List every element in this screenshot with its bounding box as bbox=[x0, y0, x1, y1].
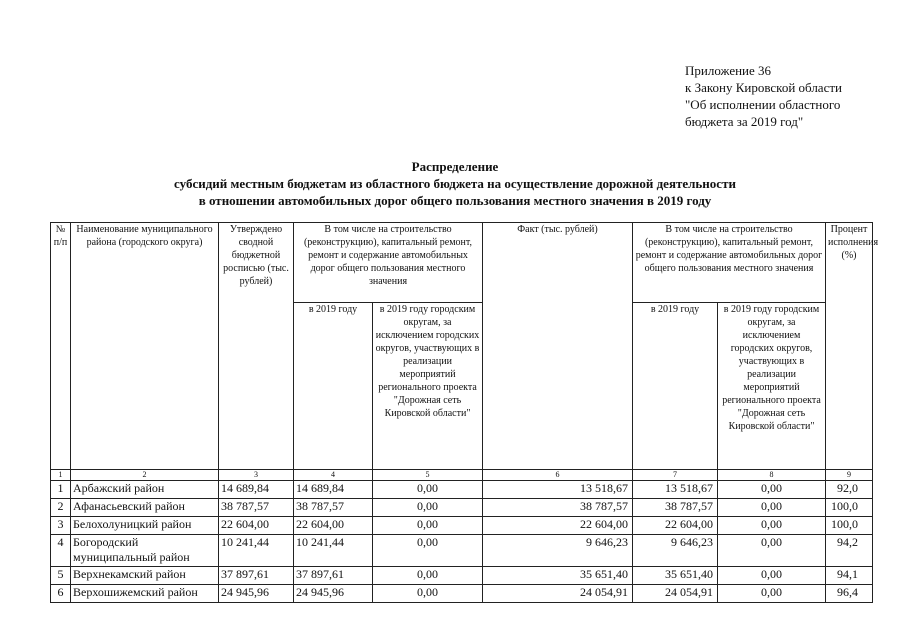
col-number: 3 bbox=[219, 470, 294, 481]
cell-fact-year: 9 646,23 bbox=[633, 535, 718, 567]
cell-approved: 14 689,84 bbox=[219, 481, 294, 499]
table-row bbox=[51, 585, 873, 603]
cell-fact: 38 787,57 bbox=[483, 499, 633, 517]
cell-fact-year: 35 651,40 bbox=[633, 567, 718, 585]
header-fact: Факт (тыс. рублей) bbox=[483, 223, 633, 470]
cell-year: 24 945,96 bbox=[294, 585, 373, 603]
cell-name: Верхошижемский район bbox=[71, 585, 219, 603]
header-num: № п/п bbox=[51, 223, 71, 470]
cell-num: 2 bbox=[51, 499, 71, 517]
col-number: 7 bbox=[633, 470, 718, 481]
subheader-year: в 2019 году bbox=[294, 303, 373, 470]
header-approved: Утверждено сводной бюджетной росписью (тыс. рублей) bbox=[219, 223, 294, 470]
cell-fact-excl: 0,00 bbox=[718, 585, 826, 603]
cell-fact: 13 518,67 bbox=[483, 481, 633, 499]
appendix-line-3: "Об исполнении областного bbox=[685, 97, 841, 112]
cell-fact-year: 38 787,57 bbox=[633, 499, 718, 517]
subheader-year-fact: в 2019 году bbox=[633, 303, 718, 470]
cell-fact-year: 22 604,00 bbox=[633, 517, 718, 535]
cell-excl: 0,00 bbox=[373, 585, 483, 603]
cell-year: 22 604,00 bbox=[294, 517, 373, 535]
title-line-3: в отношении автомобильных дорог общего пользования местного значения в 2019 году bbox=[198, 193, 712, 208]
col-number: 9 bbox=[826, 470, 873, 481]
cell-fact-excl: 0,00 bbox=[718, 517, 826, 535]
cell-year: 38 787,57 bbox=[294, 499, 373, 517]
cell-excl: 0,00 bbox=[373, 535, 483, 567]
cell-fact: 22 604,00 bbox=[483, 517, 633, 535]
cell-percent: 94,2 bbox=[826, 535, 873, 567]
header-group-approved: В том числе на строительство (реконструкцию), капитальный ремонт, ремонт и содержание автомобильных дорог общего пользования местного значения bbox=[294, 223, 483, 303]
cell-name: Верхнекамский район bbox=[71, 567, 219, 585]
cell-name: Арбажский район bbox=[71, 481, 219, 499]
column-number-row bbox=[51, 470, 873, 481]
cell-fact: 24 054,91 bbox=[483, 585, 633, 603]
cell-excl: 0,00 bbox=[373, 481, 483, 499]
header-percent: Процент исполнения (%) bbox=[826, 223, 873, 470]
appendix-line-4: бюджета за 2019 год" bbox=[685, 114, 804, 129]
cell-fact-excl: 0,00 bbox=[718, 481, 826, 499]
col-number: 2 bbox=[71, 470, 219, 481]
cell-approved: 38 787,57 bbox=[219, 499, 294, 517]
cell-percent: 100,0 bbox=[826, 517, 873, 535]
cell-excl: 0,00 bbox=[373, 499, 483, 517]
cell-percent: 94,1 bbox=[826, 567, 873, 585]
cell-fact-year: 24 054,91 bbox=[633, 585, 718, 603]
title-line-2: субсидий местным бюджетам из областного бюджета на осуществление дорожной деятельности bbox=[174, 176, 736, 191]
cell-excl: 0,00 bbox=[373, 517, 483, 535]
col-number: 1 bbox=[51, 470, 71, 481]
header-name: Наименование муниципального района (городского округа) bbox=[71, 223, 219, 470]
title-line-1: Распределение bbox=[411, 159, 499, 174]
subheader-excl: в 2019 году городским округам, за исключением городских округов, участвующих в реализации мероприятий регионального проекта "Дорожная сеть Кировской области" bbox=[373, 303, 483, 470]
cell-num: 5 bbox=[51, 567, 71, 585]
cell-num: 4 bbox=[51, 535, 71, 567]
appendix-caption bbox=[685, 62, 895, 130]
cell-excl: 0,00 bbox=[373, 567, 483, 585]
cell-percent: 92,0 bbox=[826, 481, 873, 499]
document-title bbox=[100, 158, 810, 209]
cell-percent: 96,4 bbox=[826, 585, 873, 603]
cell-name: Белохолуницкий район bbox=[71, 517, 219, 535]
cell-fact: 35 651,40 bbox=[483, 567, 633, 585]
cell-approved: 10 241,44 bbox=[219, 535, 294, 567]
cell-approved: 24 945,96 bbox=[219, 585, 294, 603]
table-row bbox=[51, 517, 873, 535]
col-number: 6 bbox=[483, 470, 633, 481]
cell-fact-excl: 0,00 bbox=[718, 499, 826, 517]
table-row bbox=[51, 481, 873, 499]
cell-fact-excl: 0,00 bbox=[718, 567, 826, 585]
subheader-excl-fact: в 2019 году городским округам, за исключением городских округов, участвующих в реализации мероприятий регионального проекта "Дорожная сеть Кировской области" bbox=[718, 303, 826, 470]
cell-fact-excl: 0,00 bbox=[718, 535, 826, 567]
cell-num: 3 bbox=[51, 517, 71, 535]
cell-year: 10 241,44 bbox=[294, 535, 373, 567]
subsidy-table bbox=[50, 222, 879, 603]
cell-num: 1 bbox=[51, 481, 71, 499]
cell-percent: 100,0 bbox=[826, 499, 873, 517]
col-number: 4 bbox=[294, 470, 373, 481]
cell-fact-year: 13 518,67 bbox=[633, 481, 718, 499]
col-number: 8 bbox=[718, 470, 826, 481]
cell-approved: 22 604,00 bbox=[219, 517, 294, 535]
cell-year: 37 897,61 bbox=[294, 567, 373, 585]
cell-name: Богородский муниципальный район bbox=[71, 535, 219, 567]
cell-name: Афанасьевский район bbox=[71, 499, 219, 517]
cell-num: 6 bbox=[51, 585, 71, 603]
table-row bbox=[51, 499, 873, 517]
cell-approved: 37 897,61 bbox=[219, 567, 294, 585]
col-number: 5 bbox=[373, 470, 483, 481]
cell-fact: 9 646,23 bbox=[483, 535, 633, 567]
appendix-line-2: к Закону Кировской области bbox=[685, 80, 842, 95]
header-group-fact: В том числе на строительство (реконструкцию), капитальный ремонт, ремонт и содержание автомобильных дорог общего пользования местного значения bbox=[633, 223, 826, 303]
table-row bbox=[51, 567, 873, 585]
table-row bbox=[51, 535, 873, 567]
cell-year: 14 689,84 bbox=[294, 481, 373, 499]
appendix-line-1: Приложение 36 bbox=[685, 63, 772, 78]
